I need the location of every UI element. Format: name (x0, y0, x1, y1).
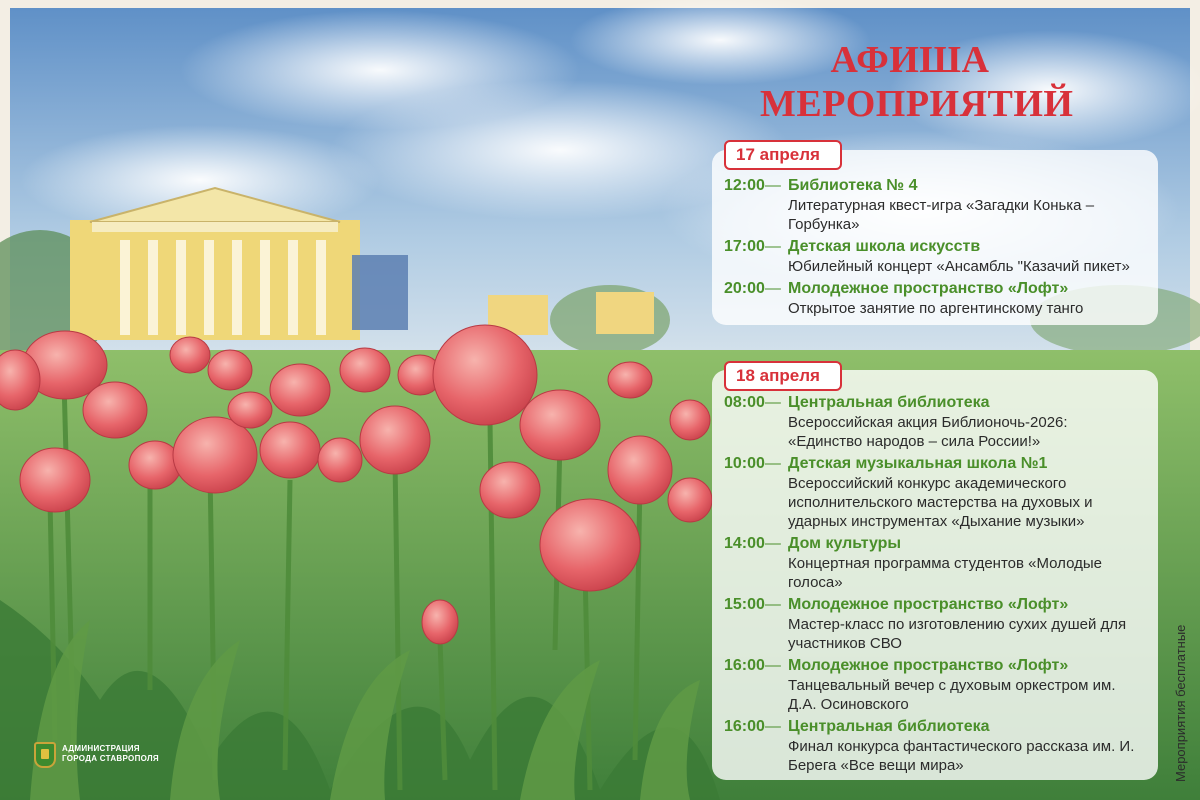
event-description: Танцевальный вечер с духовым оркестром им. Д.А. Осиновского (788, 677, 1116, 713)
free-events-note: Мероприятия бесплатные (1173, 624, 1188, 782)
event-item (724, 534, 1144, 592)
event-item (724, 279, 1144, 318)
logo-line-1: АДМИНИСТРАЦИЯ (62, 744, 140, 753)
logo-line-2: ГОРОДА СТАВРОПОЛЯ (62, 754, 159, 763)
event-list-day-2 (724, 393, 1144, 778)
event-description: Концертная программа студентов «Молодые голоса» (788, 555, 1102, 591)
event-description: Финал конкурса фантастического рассказа им. И. Берега «Все вещи мира» (788, 738, 1135, 774)
title-line-2: МЕРОПРИЯТИЙ (760, 83, 1074, 125)
event-time: 15:00— (724, 596, 781, 613)
event-description: Мастер-класс по изготовлению сухих душей для участников СВО (788, 616, 1127, 652)
event-time: 10:00— (724, 455, 781, 472)
date-badge-day-2: 18 апреля (724, 361, 842, 391)
administration-logo (34, 742, 274, 778)
event-venue: Молодежное пространство «Лофт» (788, 280, 1069, 297)
event-venue: Молодежное пространство «Лофт» (788, 657, 1069, 674)
event-time: 14:00— (724, 535, 781, 552)
event-item (724, 454, 1144, 531)
poster-title (760, 38, 1074, 126)
event-time: 20:00— (724, 280, 781, 297)
event-venue: Детская школа искусств (788, 238, 981, 255)
logo-text (62, 744, 159, 764)
event-time: 08:00— (724, 394, 781, 411)
event-list-day-1 (724, 176, 1144, 321)
event-venue: Центральная библиотека (788, 718, 990, 735)
event-time: 12:00— (724, 177, 781, 194)
event-venue: Центральная библиотека (788, 394, 990, 411)
event-description: Литературная квест-игра «Загадки Конька – Горбунка» (788, 197, 1095, 233)
event-description: Юбилейный концерт «Ансамбль "Казачий пикет» (788, 258, 1130, 275)
event-item (724, 595, 1144, 653)
event-venue: Молодежное пространство «Лофт» (788, 596, 1069, 613)
event-item (724, 237, 1144, 276)
event-item (724, 176, 1144, 234)
event-item (724, 717, 1144, 775)
event-description: Всероссийская акция Библионочь-2026: «Единство народов – сила России!» (788, 414, 1068, 450)
title-line-1: АФИША (830, 39, 990, 81)
event-time: 17:00— (724, 238, 781, 255)
date-badge-day-1: 17 апреля (724, 140, 842, 170)
city-emblem-icon (34, 742, 56, 768)
event-venue: Дом культуры (788, 535, 902, 552)
event-venue: Детская музыкальная школа №1 (788, 455, 1048, 472)
event-description: Всероссийский конкурс академического исполнительского мастерства на духовых и ударных инструментах «Дыхание музыки» (788, 475, 1093, 530)
event-time: 16:00— (724, 657, 781, 674)
event-item (724, 656, 1144, 714)
event-venue: Библиотека № 4 (788, 177, 918, 194)
event-time: 16:00— (724, 718, 781, 735)
event-item (724, 393, 1144, 451)
event-description: Открытое занятие по аргентинскому танго (788, 300, 1084, 317)
